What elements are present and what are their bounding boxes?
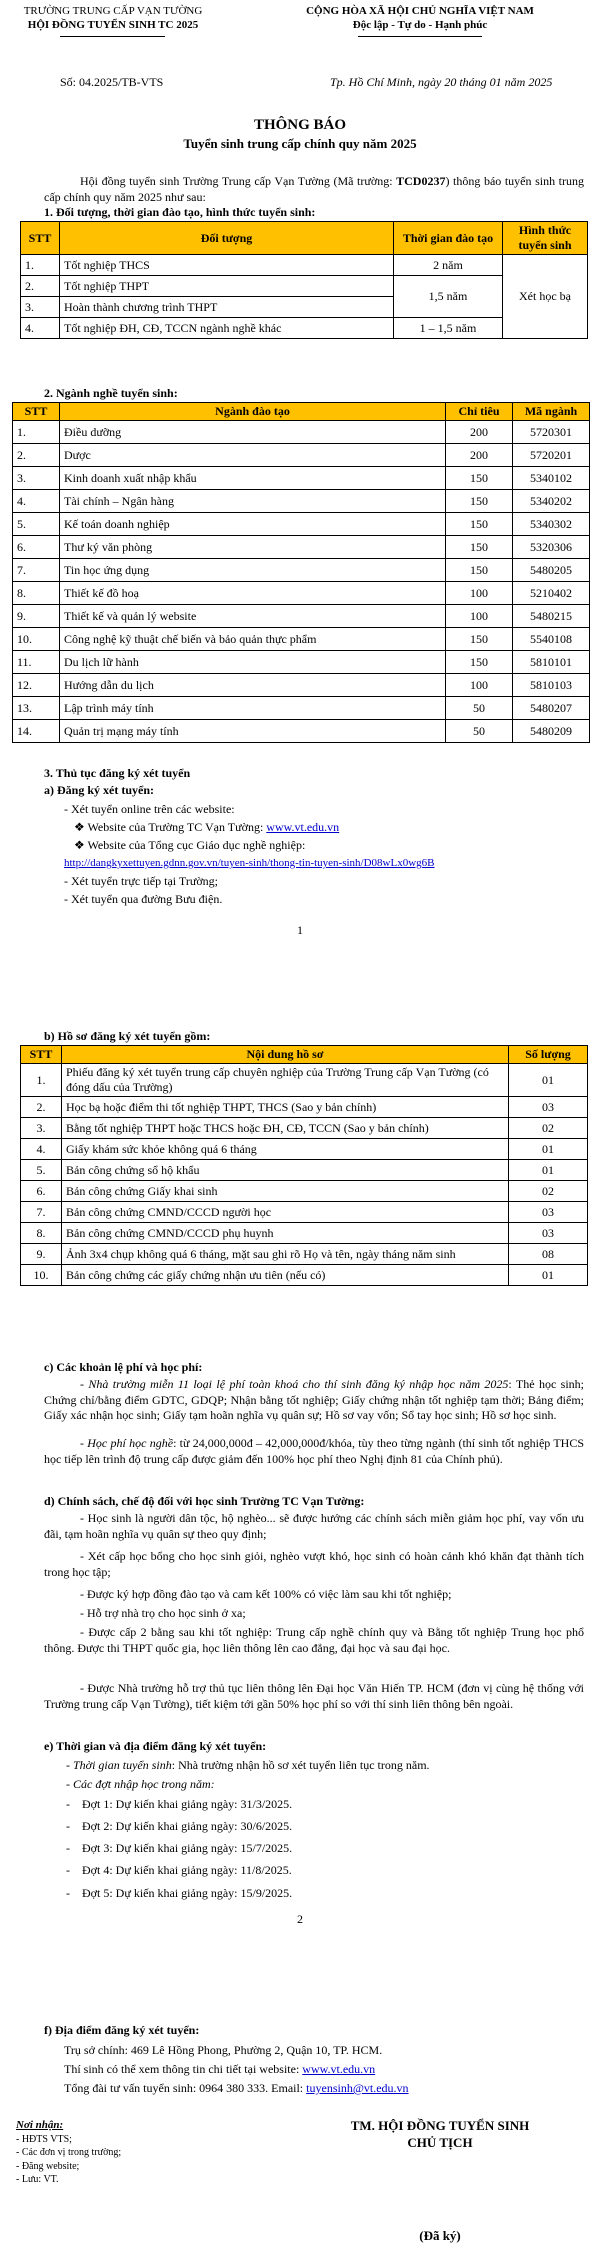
direct-item: - Xét tuyển trực tiếp tại Trường;	[64, 874, 219, 888]
page-number-2: 2	[297, 1912, 303, 1926]
intake-dates-label: - Các đợt nhập học trong năm:	[66, 1777, 215, 1791]
col-header: Chỉ tiêu	[446, 403, 513, 421]
table-cell-quota: 50	[446, 697, 513, 720]
table-header-row	[21, 222, 588, 255]
table-cell-stt: 7.	[13, 559, 60, 582]
recipient-item: - Các đơn vị trong trường;	[16, 2147, 122, 2159]
intake-date-item: - Đợt 1: Dự kiến khai giảng ngày: 31/3/2025.	[66, 1797, 293, 1811]
table-cell-content: Bản công chứng CMND/CCCD phụ huynh	[62, 1223, 509, 1244]
section1-heading: 1. Đối tượng, thời gian đào tạo, hình thức tuyển sinh:	[44, 205, 316, 219]
table-cell-name: Thiết kế và quản lý website	[60, 605, 446, 628]
col-header: Nội dung hồ sơ	[62, 1046, 509, 1064]
nation-line2: Độc lập - Tự do - Hạnh phúc	[352, 19, 488, 32]
policy-item: - Hỗ trợ nhà trọ cho học sinh ở xa;	[80, 1606, 246, 1620]
table-cell-stt: 1.	[21, 1064, 62, 1097]
table-cell-qty: 03	[509, 1202, 588, 1223]
table-cell-stt: 1.	[13, 421, 60, 444]
recipient-item: - HĐTS VTS;	[16, 2133, 72, 2145]
section3f-heading: f) Địa điểm đăng ký xét tuyển:	[44, 2023, 200, 2037]
table-row	[13, 605, 590, 628]
policy-item: - Học sinh là người dân tộc, hộ nghèo... sẽ được hướng các chính sách miễn giảm học phí, vay vốn ưu đãi, tạm hoãn nghĩa vụ quân sự theo quy định;	[44, 1511, 584, 1541]
table-cell-code: 5340302	[513, 513, 590, 536]
vt-website-link[interactable]: www.vt.edu.vn	[302, 2062, 376, 2076]
org-underline	[60, 36, 165, 37]
table-row	[13, 467, 590, 490]
col-header: Số lượng	[509, 1046, 588, 1064]
table-row	[21, 1118, 588, 1139]
nation-line1: CỘNG HÒA XÃ HỘI CHỦ NGHĨA VIỆT NAM	[306, 5, 534, 17]
diamond-bullet-icon: ❖	[74, 838, 88, 852]
signature-block	[300, 2118, 580, 2152]
table-cell-stt: 4.	[13, 490, 60, 513]
table-cell-qty: 01	[509, 1064, 588, 1097]
table-cell-quota: 100	[446, 674, 513, 697]
table-cell-stt: 9.	[21, 1244, 62, 1265]
policy-item: - Được Nhà trường hỗ trợ thủ tục liên thông lên Đại học Văn Hiến TP. HCM (đơn vị cùng hệ thống với Trường trung cấp Vạn Tường), tiết kiệm tới gần 50% học phí so với thí sinh liên thông bên ngoài.	[44, 1681, 584, 1711]
table-cell-stt: 12.	[13, 674, 60, 697]
table-cell-qty: 01	[509, 1139, 588, 1160]
table-cell-content: Bản công chứng Giấy khai sinh	[62, 1181, 509, 1202]
table-row	[21, 1064, 588, 1097]
table-header-row	[21, 1046, 588, 1064]
table-cell-quota: 150	[446, 536, 513, 559]
table-cell-qty: 03	[509, 1223, 588, 1244]
col-header: STT	[21, 222, 60, 255]
recipients-block	[16, 2118, 121, 2187]
table-row	[21, 1223, 588, 1244]
gdnn-website-link[interactable]: http://dangkyxettuyen.gdnn.gov.vn/tuyen-sinh/thong-tin-tuyen-sinh/D08wLx0wg6B	[64, 857, 435, 869]
table-cell-name: Điều dưỡng	[60, 421, 446, 444]
table-row	[13, 720, 590, 743]
table-cell-stt: 3.	[21, 1118, 62, 1139]
table-cell-quota: 50	[446, 720, 513, 743]
intake-date-item: - Đợt 2: Dự kiến khai giảng ngày: 30/6/2025.	[66, 1819, 293, 1833]
table-cell-name: Quản trị mạng máy tính	[60, 720, 446, 743]
org-line1: TRƯỜNG TRUNG CẤP VẠN TƯỜNG	[23, 5, 203, 17]
table-cell-quota: 100	[446, 605, 513, 628]
table-cell-code: 5210402	[513, 582, 590, 605]
table-cell-qty: 01	[509, 1160, 588, 1181]
col-header: Hình thức tuyển sinh	[503, 222, 588, 255]
gdnn-link-row	[64, 856, 435, 870]
table-row	[21, 1097, 588, 1118]
intake-date-item: - Đợt 5: Dự kiến khai giảng ngày: 15/9/2025.	[66, 1886, 293, 1900]
signed-note: (Đã ký)	[419, 2228, 461, 2243]
section3e-heading: e) Thời gian và địa điểm đăng ký xét tuyển:	[44, 1739, 267, 1753]
table-cell-name: Thư ký văn phòng	[60, 536, 446, 559]
table-cell-quota: 100	[446, 582, 513, 605]
contact-info: Tổng đài tư vấn tuyển sinh: 0964 380 333. Email: tuyensinh@vt.edu.vn	[64, 2081, 409, 2095]
table-header-row	[13, 403, 590, 421]
table-row: 3. Hoàn thành chương trình THPT	[21, 297, 588, 318]
signer-role: CHỦ TỊCH	[407, 2134, 473, 2150]
intake-date-item: - Đợt 4: Dự kiến khai giảng ngày: 11/8/2025.	[66, 1863, 292, 1877]
table-cell-name: Thiết kế đồ hoạ	[60, 582, 446, 605]
nation-underline	[358, 36, 482, 37]
org-block	[8, 4, 218, 33]
table-cell-quota: 150	[446, 490, 513, 513]
section3c-heading: c) Các khoản lệ phí và học phí:	[44, 1360, 203, 1374]
website-info: Thí sinh có thể xem thông tin chi tiết tại website: www.vt.edu.vn	[64, 2062, 376, 2076]
table-cell-stt: 2.	[21, 1097, 62, 1118]
table-cell-code: 5480205	[513, 559, 590, 582]
table-row	[21, 1202, 588, 1223]
table-cell-name: Dược	[60, 444, 446, 467]
table-cell-qty: 03	[509, 1097, 588, 1118]
table-row	[21, 1139, 588, 1160]
intro-paragraph: Hội đồng tuyển sinh Trường Trung cấp Vạn Tường (Mã trường: TCD0237) thông báo tuyển sinh trung cấp chính quy năm 2025 như sau:	[44, 174, 584, 204]
table-cell-qty: 08	[509, 1244, 588, 1265]
table-cell-quota: 150	[446, 467, 513, 490]
col-header: STT	[13, 403, 60, 421]
recipient-item: - Đăng website;	[16, 2160, 80, 2172]
section2-heading: 2. Ngành nghề tuyển sinh:	[44, 386, 178, 400]
table-row: 2. Tốt nghiệp THPT 1,5 năm	[21, 276, 588, 297]
col-header: STT	[21, 1046, 62, 1064]
post-item: - Xét tuyển qua đường Bưu điện.	[64, 892, 223, 906]
policy-item: - Xét cấp học bổng cho học sinh giỏi, nghèo vượt khó, học sinh có hoàn cảnh khó khăn đạt thành tích trong học tập;	[44, 1549, 584, 1579]
table-cell-quota: 150	[446, 651, 513, 674]
doc-number: Số: 04.2025/TB-VTS	[60, 75, 164, 89]
table-row	[21, 1160, 588, 1181]
policy-item: - Được ký hợp đồng đào tạo và cam kết 100% có việc làm sau khi tốt nghiệp;	[80, 1587, 452, 1601]
table-cell-stt: 7.	[21, 1202, 62, 1223]
email-link[interactable]: tuyensinh@vt.edu.vn	[306, 2081, 409, 2095]
table-row: 4. Tốt nghiệp ĐH, CĐ, TCCN ngành nghề khác 1 – 1,5 năm	[21, 318, 588, 339]
table-row	[13, 444, 590, 467]
table-cell-name: Công nghệ kỹ thuật chế biến và bảo quản thực phẩm	[60, 628, 446, 651]
table-cell-name: Tin học ứng dụng	[60, 559, 446, 582]
table-cell-code: 5340102	[513, 467, 590, 490]
table-cell-stt: 10.	[21, 1265, 62, 1286]
intake-time: - Thời gian tuyển sinh: Nhà trường nhận hồ sơ xét tuyển liên tục trong năm.	[66, 1758, 430, 1772]
table-row: 1. Tốt nghiệp THCS 2 năm Xét học bạ	[21, 255, 588, 276]
table-cell-stt: 8.	[21, 1223, 62, 1244]
table-cell-name: Lập trình máy tính	[60, 697, 446, 720]
table-cell-code: 5480215	[513, 605, 590, 628]
recipients-label: Nơi nhận:	[16, 2119, 64, 2131]
school-website-link[interactable]: www.vt.edu.vn	[266, 820, 340, 834]
section3-heading: 3. Thủ tục đăng ký xét tuyển	[44, 766, 191, 780]
table-cell-content: Bản công chứng sổ hộ khẩu	[62, 1160, 509, 1181]
main-address: Trụ sở chính: 469 Lê Hồng Phong, Phường 2, Quận 10, TP. HCM.	[64, 2043, 383, 2057]
table-cell-content: Phiếu đăng ký xét tuyển trung cấp chuyên nghiệp của Trường Trung cấp Vạn Tường (có đóng dấu của Trường)	[62, 1064, 509, 1097]
table-cell-quota: 200	[446, 421, 513, 444]
table-row	[13, 536, 590, 559]
table-cell-name: Kinh doanh xuất nhập khẩu	[60, 467, 446, 490]
table-row	[13, 490, 590, 513]
online-item: - Xét tuyển online trên các website:	[64, 802, 235, 816]
col-header: Thời gian đào tạo	[394, 222, 503, 255]
org-line2: HỘI ĐỒNG TUYỂN SINH TC 2025	[27, 19, 199, 32]
table-cell-code: 5340202	[513, 490, 590, 513]
table-row	[13, 513, 590, 536]
table-cell-quota: 150	[446, 628, 513, 651]
table-row	[13, 674, 590, 697]
table-cell-qty: 01	[509, 1265, 588, 1286]
table-cell-code: 5810103	[513, 674, 590, 697]
nation-block	[240, 4, 600, 33]
table-cell-code: 5720301	[513, 421, 590, 444]
table-cell-stt: 4.	[21, 1139, 62, 1160]
table-cell-quota: 200	[446, 444, 513, 467]
col-header: Đối tượng	[60, 222, 394, 255]
table-cell-content: Giấy khám sức khỏe không quá 6 tháng	[62, 1139, 509, 1160]
table-cell-stt: 10.	[13, 628, 60, 651]
table-cell-content: Ảnh 3x4 chụp không quá 6 tháng, mặt sau ghi rõ Họ và tên, ngày tháng năm sinh	[62, 1244, 509, 1265]
table-cell-stt: 11.	[13, 651, 60, 674]
table-cell-stt: 9.	[13, 605, 60, 628]
recipient-item: - Lưu: VT.	[16, 2174, 59, 2186]
table-cell-stt: 6.	[21, 1181, 62, 1202]
table-row	[13, 628, 590, 651]
table-cell-quota: 150	[446, 513, 513, 536]
table-cell-stt: 3.	[13, 467, 60, 490]
table-cell-code: 5810101	[513, 651, 590, 674]
website-item-gdnn: ❖ Website của Tổng cục Giáo dục nghề nghiệp:	[74, 838, 306, 852]
majors-table	[12, 402, 590, 743]
website-item-school: ❖ Website của Trường TC Vạn Tường: www.vt.edu.vn	[74, 820, 340, 834]
table-cell-qty: 02	[509, 1181, 588, 1202]
table-cell-code: 5320306	[513, 536, 590, 559]
signer-title: TM. HỘI ĐỒNG TUYỂN SINH	[350, 2118, 530, 2133]
table-row	[13, 582, 590, 605]
table-cell-name: Hướng dẫn du lịch	[60, 674, 446, 697]
table-cell-code: 5540108	[513, 628, 590, 651]
section3b-heading: b) Hồ sơ đăng ký xét tuyển gồm:	[44, 1029, 211, 1043]
table-cell-stt: 2.	[13, 444, 60, 467]
place-date: Tp. Hồ Chí Minh, ngày 20 tháng 01 năm 2025	[330, 75, 553, 89]
table-row	[13, 697, 590, 720]
table-cell-name: Kế toán doanh nghiệp	[60, 513, 446, 536]
intake-date-item: - Đợt 3: Dự kiến khai giảng ngày: 15/7/2025.	[66, 1841, 293, 1855]
doc-title: THÔNG BÁO	[253, 117, 347, 133]
table-cell-name: Tài chính – Ngân hàng	[60, 490, 446, 513]
fee-exemption-paragraph: - Nhà trường miễn 11 loại lệ phí toàn khoá cho thí sinh đăng ký nhập học năm 2025: Thẻ học sinh; Chứng chỉ/bằng điểm GDTC, GDQP; Nhận bằng tốt nghiệp; Giấy chứng nhận tốt nghiệp tạm thời; Bảng điểm; Giấy xác nhận học sinh; Giấy tạm hoãn nghĩa vụ quân sự; Hồ sơ vay vốn; Sổ tay học sinh; Hồ sơ học sinh.	[44, 1377, 584, 1423]
policy-item: - Được cấp 2 bằng sau khi tốt nghiệp: Trung cấp nghề chính quy và Bằng tốt nghiệp Trung học phổ thông. Được thi THPT quốc gia, học liên thông lên cao đẳng, đại học và sau đại học.	[44, 1625, 584, 1655]
table-row	[13, 651, 590, 674]
col-header: Ngành đào tạo	[60, 403, 446, 421]
table-row	[21, 1265, 588, 1286]
tuition-paragraph: - Học phí học nghề: từ 24,000,000đ – 42,000,000đ/khóa, tùy theo từng ngành (thí sinh tốt nghiệp THCS học tiếp lên trình độ trung cấp được giảm đến 100% học phí theo Nghị định 81 của Chính phủ).	[44, 1436, 584, 1466]
page-number-1: 1	[297, 923, 303, 937]
table-cell-name: Du lịch lữ hành	[60, 651, 446, 674]
table-cell-code: 5480209	[513, 720, 590, 743]
diamond-bullet-icon: ❖	[74, 820, 88, 834]
table-cell-quota: 150	[446, 559, 513, 582]
table-cell-content: Bản công chứng các giấy chứng nhận ưu tiên (nếu có)	[62, 1265, 509, 1286]
col-header: Mã ngành	[513, 403, 590, 421]
table-row	[21, 1181, 588, 1202]
admission-method: Xét học bạ	[503, 255, 588, 339]
table-cell-stt: 5.	[13, 513, 60, 536]
table-cell-stt: 13.	[13, 697, 60, 720]
table-cell-content: Bằng tốt nghiệp THPT hoặc THCS hoặc ĐH, CĐ, TCCN (Sao y bản chính)	[62, 1118, 509, 1139]
school-code: TCD0237	[396, 174, 446, 188]
section3a-heading: a) Đăng ký xét tuyển:	[44, 783, 154, 797]
table-cell-stt: 5.	[21, 1160, 62, 1181]
table-row	[13, 559, 590, 582]
section3d-heading: d) Chính sách, chế độ đối với học sinh Trường TC Vạn Tường:	[44, 1494, 365, 1508]
table-cell-stt: 6.	[13, 536, 60, 559]
table-cell-content: Bản công chứng CMND/CCCD người học	[62, 1202, 509, 1223]
table-cell-code: 5720201	[513, 444, 590, 467]
doc-subtitle: Tuyển sinh trung cấp chính quy năm 2025	[183, 136, 417, 151]
eligibility-table	[20, 221, 588, 339]
table-row	[13, 421, 590, 444]
table-cell-stt: 8.	[13, 582, 60, 605]
table-cell-qty: 02	[509, 1118, 588, 1139]
table-cell-content: Học bạ hoặc điểm thi tốt nghiệp THPT, THCS (Sao y bản chính)	[62, 1097, 509, 1118]
table-cell-stt: 14.	[13, 720, 60, 743]
documents-table	[20, 1045, 588, 1286]
table-row	[21, 1244, 588, 1265]
table-cell-code: 5480207	[513, 697, 590, 720]
